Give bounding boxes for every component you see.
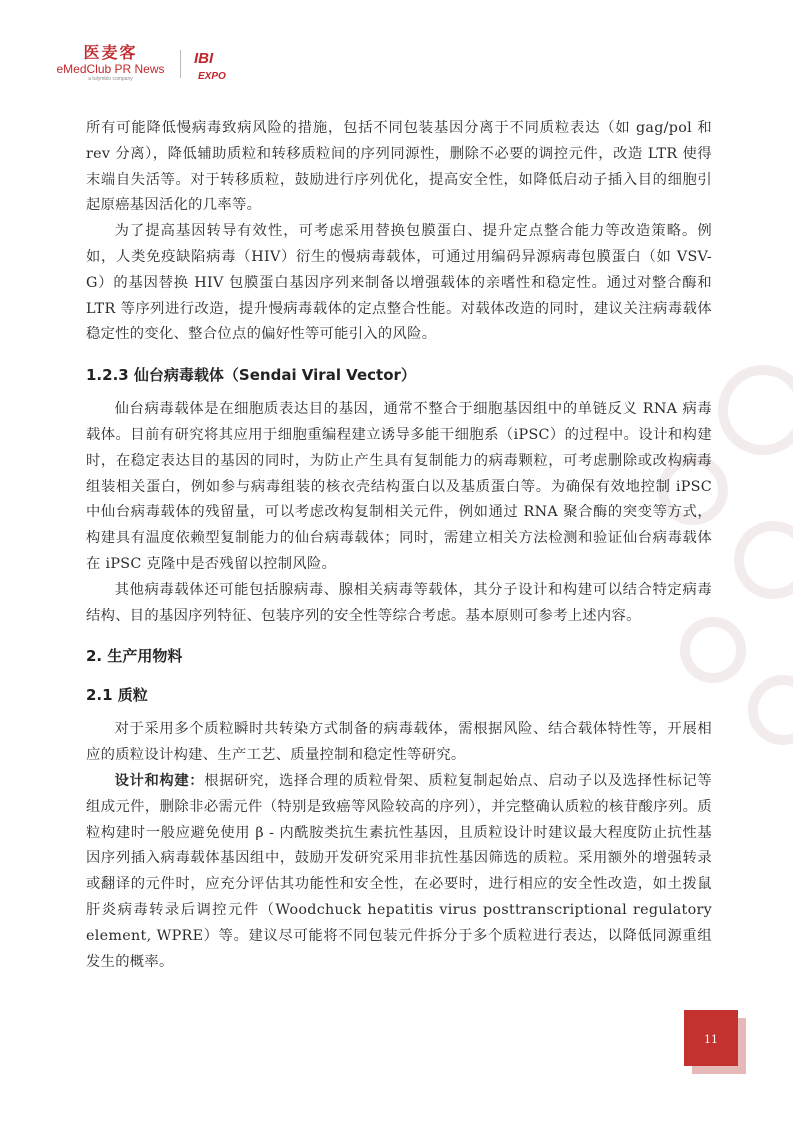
page-number-badge (684, 1010, 746, 1072)
paragraph-transduction: 为了提高基因转导有效性，可考虑采用替换包膜蛋白、提升定点整合能力等改造策略。例如，人类免疫缺陷病毒（HIV）衍生的慢病毒载体，可通过用编码异源病毒包膜蛋白（如 VSV-G）的基因替换 HIV 包膜蛋白基因序列来制备以增强载体的亲嗜性和稳定性。通过对整合酶和 LTR 等序列进行改造，提升慢病毒载体的定点整合性能。对载体改造的同时，建议关注病毒载体稳定性的变化、整合位点的偏好性等可能引入的风险。 (86, 223, 712, 343)
paragraph-plasmid-intro: 对于采用多个质粒瞬时共转染方式制备的病毒载体，需根据风险、结合载体特性等，开展相应的质粒设计构建、生产工艺、质量控制和稳定性等研究。 (86, 721, 712, 764)
logo-brand-cn: 医麦客 (83, 43, 138, 62)
paragraph-lentiviral-safety: 所有可能降低慢病毒致病风险的措施，包括不同包装基因分离于不同质粒表达（如 gag/pol 和 rev 分离），降低辅助质粒和转移质粒间的序列同源性，删除不必要的调控元件，改造 LTR 使得末端自失活等。对于转移质粒，鼓励进行序列优化，提高安全性，如降低启动子插入目的细胞引起原癌基因活化的几率等。 (86, 120, 712, 214)
expo-logo-top: IBI (194, 50, 214, 67)
paragraph-plasmid-design (86, 769, 712, 975)
heading-sendai-vector: 1.2.3 仙台病毒载体（Sendai Viral Vector） (86, 366, 416, 385)
design-lead-label: 设计和构建： (114, 772, 205, 789)
expo-logo-bottom: EXPO (198, 71, 226, 82)
logo-brand-en: eMedClub PR News (56, 62, 165, 76)
logo-brand-sub: a tulymbio company (88, 76, 133, 82)
design-body-text: 根据研究，选择合理的质粒骨架、质粒复制起始点、启动子以及选择性标记等组成元件，删除非必需元件（特别是致癌等风险较高的序列），并完整确认质粒的核苷酸序列。质粒构建时一般应避免使用 β - 内酰胺类抗生素抗性基因，且质粒设计时建议最大程度防止抗性基因序列插入病毒载体基因组中，鼓励开发研究采用非抗性基因筛选的质粒。采用额外的增强转录或翻译的元件时，应充分评估其功能性和安全性，在必要时，进行相应的安全性改造，如土拨鼠肝炎病毒转录后调控元件（Woodchuck hepatitis virus posttranscriptional regulatory element, WPRE）等。建议尽可能将不同包装元件拆分于多个质粒进行表达，以降低同源重组发生的概率。 (86, 772, 712, 970)
heading-production-materials: 2. 生产用物料 (86, 647, 183, 666)
page-header (0, 0, 793, 100)
page-body (86, 116, 712, 975)
paragraph-other-vectors: 其他病毒载体还可能包括腺病毒、腺相关病毒等载体，其分子设计和构建可以结合特定病毒结构、目的基因序列特征、包装序列的安全性等综合考虑。基本原则可参考上述内容。 (86, 581, 712, 624)
paragraph-sendai-vector: 仙台病毒载体是在细胞质表达目的基因，通常不整合于细胞基因组中的单链反义 RNA 病毒载体。目前有研究将其应用于细胞重编程建立诱导多能干细胞系（iPSC）的过程中。设计和构建时，在稳定表达目的基因的同时，为防止产生具有复制能力的病毒颗粒，可考虑删除或改构病毒组装相关蛋白，例如参与病毒组装的核衣壳结构蛋白以及基质蛋白等。为确保有效地控制 iPSC 中仙台病毒载体的残留量，可以考虑改构复制相关元件，例如通过 RNA 聚合酶的突变等方式，构建具有温度依赖型复制能力的仙台病毒载体；同时，需建立相关方法检测和验证仙台病毒载体在 iPSC 克隆中是否残留以控制风险。 (86, 401, 712, 572)
ibi-expo-logo (188, 48, 238, 84)
logo-divider (180, 50, 181, 78)
page-number: 11 (704, 1033, 718, 1046)
heading-plasmid: 2.1 质粒 (86, 686, 148, 705)
emedclub-logo (48, 44, 173, 82)
